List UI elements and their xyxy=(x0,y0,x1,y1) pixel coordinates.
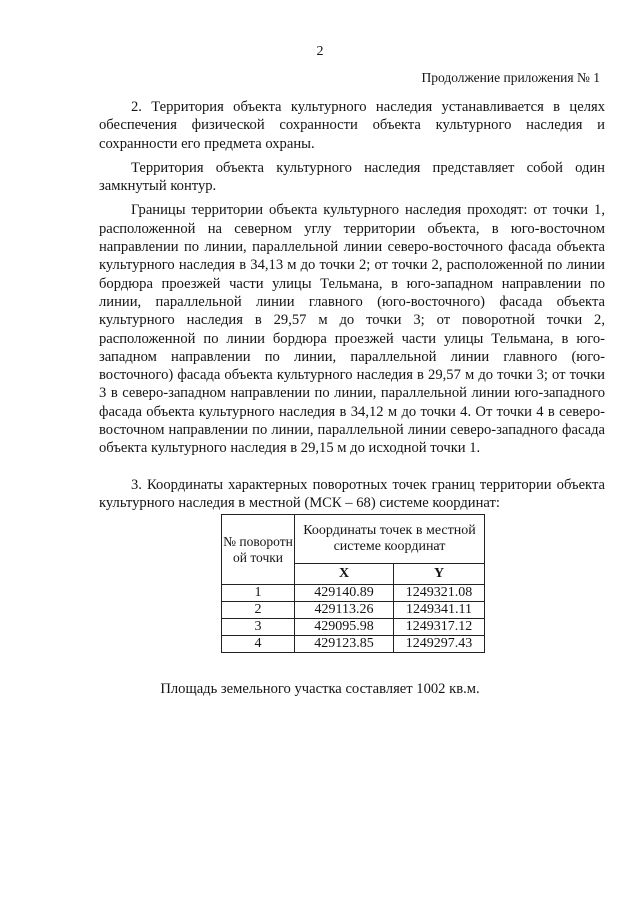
paragraph-contour: Территория объекта культурного наследия представляет собой один замкнутый контур. xyxy=(99,159,605,195)
header-y: Y xyxy=(394,564,485,585)
paragraph-territory: 2. Территория объекта культурного наследия устанавливается в целях обеспечения физической сохранности объекта культурного наследия и сохранности его предмета охраны. xyxy=(99,99,605,152)
point-y: 1249321.08 xyxy=(394,585,485,602)
point-number: 1 xyxy=(222,585,295,602)
table-row xyxy=(222,636,485,653)
continuation-note: Продолжение приложения № 1 xyxy=(421,70,600,85)
page-number: 2 xyxy=(316,44,324,59)
point-number: 3 xyxy=(222,619,295,636)
point-x: 429140.89 xyxy=(295,585,394,602)
point-x: 429113.26 xyxy=(295,602,394,619)
header-x: X xyxy=(295,564,394,585)
header-point-number: № поворотн ой точки xyxy=(222,515,295,585)
paragraph-coordinates: 3. Координаты характерных поворотных точек границ территории объекта культурного наследия в местной (МСК – 68) системе координат: xyxy=(99,476,605,511)
point-x: 429123.85 xyxy=(295,636,394,653)
header-coordinates: Координаты точек в местной системе координат xyxy=(295,515,485,564)
point-number: 4 xyxy=(222,636,295,653)
point-y: 1249297.43 xyxy=(394,636,485,653)
table-row xyxy=(222,619,485,636)
paragraph-boundaries: Границы территории объекта культурного наследия проходят: от точки 1, расположенной на северном углу территории объекта, в юго-восточном направлении по линии, параллельной линии северо-восточного фасада объекта культурного наследия в 34,13 м до точки 2; от точки 2, расположенной по линии бордюра проезжей части улицы Тельмана, в юго-западном направлении по линии, параллельной линии главного (юго-восточного) фасада объекта культурного наследия в 29,57 м до точки 3; от поворотной точки 2, расположенной по линии бордюра проезжей части улицы Тельмана, в юго-западном направлении по линии, параллельной линии главного (юго-восточного) фасада объекта культурного наследия в 29,57 м до точки 3; от точки 3 в северо-западном направлении по линии, параллельной линии юго-западного фасада объекта культурного наследия в 34,12 м до точки 4. От точки 4 в северо-восточном направлении по линии, параллельной линии северо-западного фасада объекта культурного наследия в 29,15 м до исходной точки 1. xyxy=(99,202,605,457)
table-row xyxy=(222,602,485,619)
table-row xyxy=(222,585,485,602)
point-number: 2 xyxy=(222,602,295,619)
point-y: 1249341.11 xyxy=(394,602,485,619)
document-body xyxy=(99,98,605,512)
point-x: 429095.98 xyxy=(295,619,394,636)
point-y: 1249317.12 xyxy=(394,619,485,636)
area-statement: Площадь земельного участка составляет 1002 кв.м. xyxy=(160,681,480,697)
coordinates-table xyxy=(221,514,485,653)
